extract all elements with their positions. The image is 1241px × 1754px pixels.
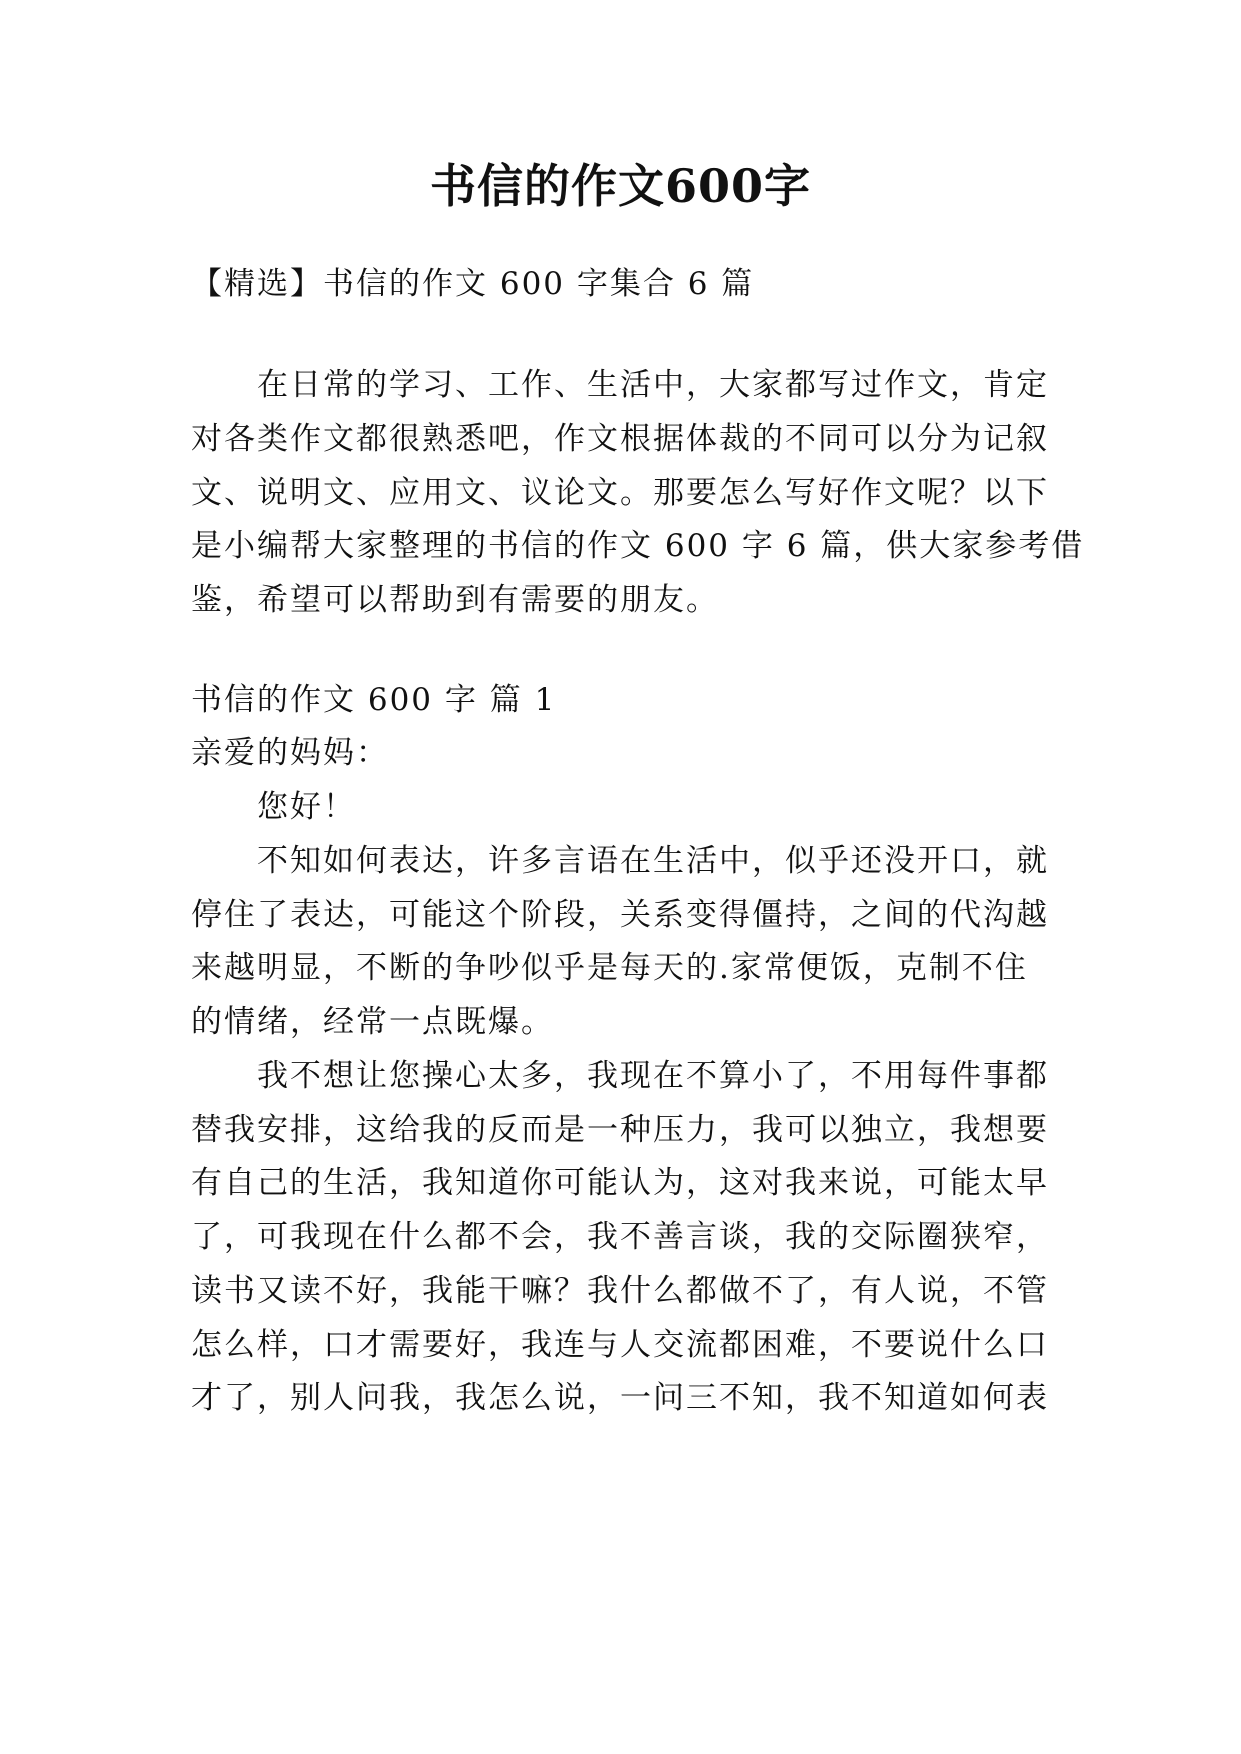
document-title: 书信的作文600字 (429, 159, 812, 213)
paragraph-line: 怎么样，口才需要好，我连与人交流都困难，不要说什么口 (191, 1327, 1049, 1363)
intro-line: 鉴，希望可以帮助到有需要的朋友。 (191, 582, 719, 618)
paragraph-line: 我不想让您操心太多，我现在不算小了，不用每件事都 (257, 1058, 1049, 1094)
paragraph-line: 了，可我现在什么都不会，我不善言谈，我的交际圈狭窄， (191, 1219, 1049, 1255)
paragraph-line: 停住了表达，可能这个阶段，关系变得僵持，之间的代沟越 (191, 897, 1049, 933)
section-heading: 书信的作文 600 字 篇 1 (191, 682, 557, 718)
intro-line: 文、说明文、应用文、议论文。那要怎么写好作文呢？以下 (191, 475, 1049, 511)
paragraph-line: 替我安排，这给我的反而是一种压力，我可以独立，我想要 (191, 1112, 1049, 1148)
intro-line: 对各类作文都很熟悉吧，作文根据体裁的不同可以分为记叙 (191, 421, 1049, 457)
paragraph-line: 来越明显，不断的争吵似乎是每天的.家常便饭，克制不住 (191, 950, 1028, 986)
paragraph-line: 有自己的生活，我知道你可能认为，这对我来说，可能太早 (191, 1165, 1049, 1201)
intro-line: 在日常的学习、工作、生活中，大家都写过作文，肯定 (257, 367, 1049, 403)
paragraph-line: 读书又读不好，我能干嘛？我什么都做不了，有人说，不管 (191, 1273, 1049, 1309)
paragraph-line: 才了，别人问我，我怎么说，一问三不知，我不知道如何表 (191, 1380, 1049, 1416)
letter-greeting: 您好！ (257, 789, 356, 825)
intro-line: 是小编帮大家整理的书信的作文 600 字 6 篇，供大家参考借 (191, 528, 1085, 564)
paragraph-line: 不知如何表达，许多言语在生活中，似乎还没开口，就 (257, 843, 1049, 879)
document-subtitle: 【精选】书信的作文 600 字集合 6 篇 (191, 266, 755, 302)
paragraph-line: 的情绪，经常一点既爆。 (191, 1004, 554, 1040)
letter-salutation: 亲爱的妈妈： (191, 735, 389, 771)
